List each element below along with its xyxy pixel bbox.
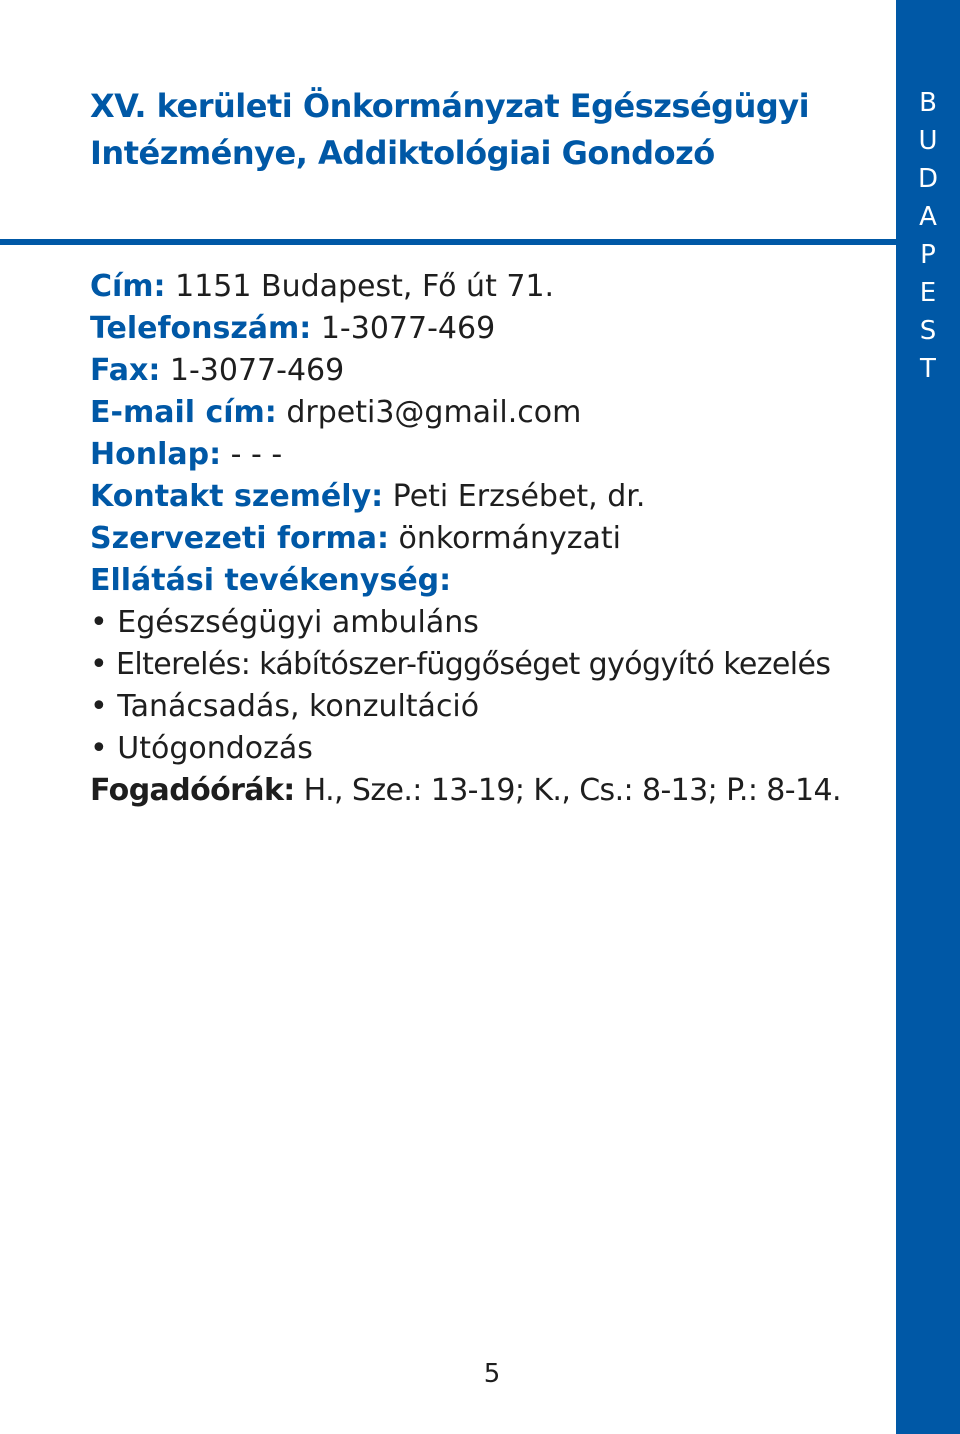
org-form-line (90, 518, 621, 560)
phone-value: 1-3077-469 (320, 311, 496, 346)
sidebar-letter: A (919, 202, 937, 232)
opening-hours-value: H., Sze.: 13-19; K., Cs.: 8-13; P.: 8-14. (303, 773, 841, 808)
bullet-icon: • (90, 647, 108, 682)
city-sidebar (896, 0, 960, 1434)
org-form-value: önkormányzati (398, 521, 621, 556)
opening-hours-label: Fogadóórák: (90, 773, 295, 808)
website-value: - - - (230, 437, 283, 472)
service-item-text: Utógondozás (117, 731, 313, 766)
address-value: 1151 Budapest, Fő út 71. (175, 269, 555, 304)
fax-value: 1-3077-469 (169, 353, 345, 388)
service-item (90, 686, 479, 728)
contact-person-line (90, 476, 645, 518)
phone-label: Telefonszám: (90, 311, 312, 346)
page-title (90, 83, 809, 177)
bullet-icon: • (90, 731, 108, 766)
sidebar-letter: U (918, 126, 938, 156)
address-label: Cím: (90, 269, 166, 304)
contact-person-value: Peti Erzsébet, dr. (392, 479, 646, 514)
service-item-text: Tanácsadás, konzultáció (117, 689, 480, 724)
fax-label: Fax: (90, 353, 161, 388)
sidebar-letter: E (919, 278, 937, 308)
bullet-icon: • (90, 605, 108, 640)
title-line-2: Intézménye, Addiktológiai Gondozó (90, 134, 715, 172)
sidebar-letter: D (917, 164, 939, 194)
org-form-label: Szervezeti forma: (90, 521, 389, 556)
phone-line (90, 308, 495, 350)
sidebar-letter: B (919, 88, 937, 118)
service-item-text: Elterelés: kábítószer-függőséget gyógyító kezelés (116, 647, 831, 682)
fax-line (90, 350, 344, 392)
service-item (90, 728, 313, 770)
title-line-1: XV. kerületi Önkormányzat Egészségügyi (90, 87, 810, 125)
bullet-icon: • (90, 689, 108, 724)
sidebar-letter: P (920, 240, 936, 270)
email-label: E-mail cím: (90, 395, 277, 430)
title-divider (0, 239, 896, 245)
website-line (90, 434, 282, 476)
email-value[interactable]: drpeti3@gmail.com (286, 395, 582, 430)
sidebar-letter: S (919, 316, 937, 346)
service-item (90, 644, 830, 686)
email-line (90, 392, 581, 434)
service-item (90, 602, 479, 644)
contact-person-label: Kontakt személy: (90, 479, 384, 514)
opening-hours-line (90, 770, 841, 812)
services-heading-line (90, 560, 451, 602)
services-label: Ellátási tevékenység: (90, 563, 452, 598)
service-item-text: Egészségügyi ambuláns (117, 605, 479, 640)
website-label: Honlap: (90, 437, 222, 472)
page-number: 5 (483, 1359, 501, 1389)
address-line (90, 266, 554, 308)
sidebar-letter: T (920, 354, 936, 384)
